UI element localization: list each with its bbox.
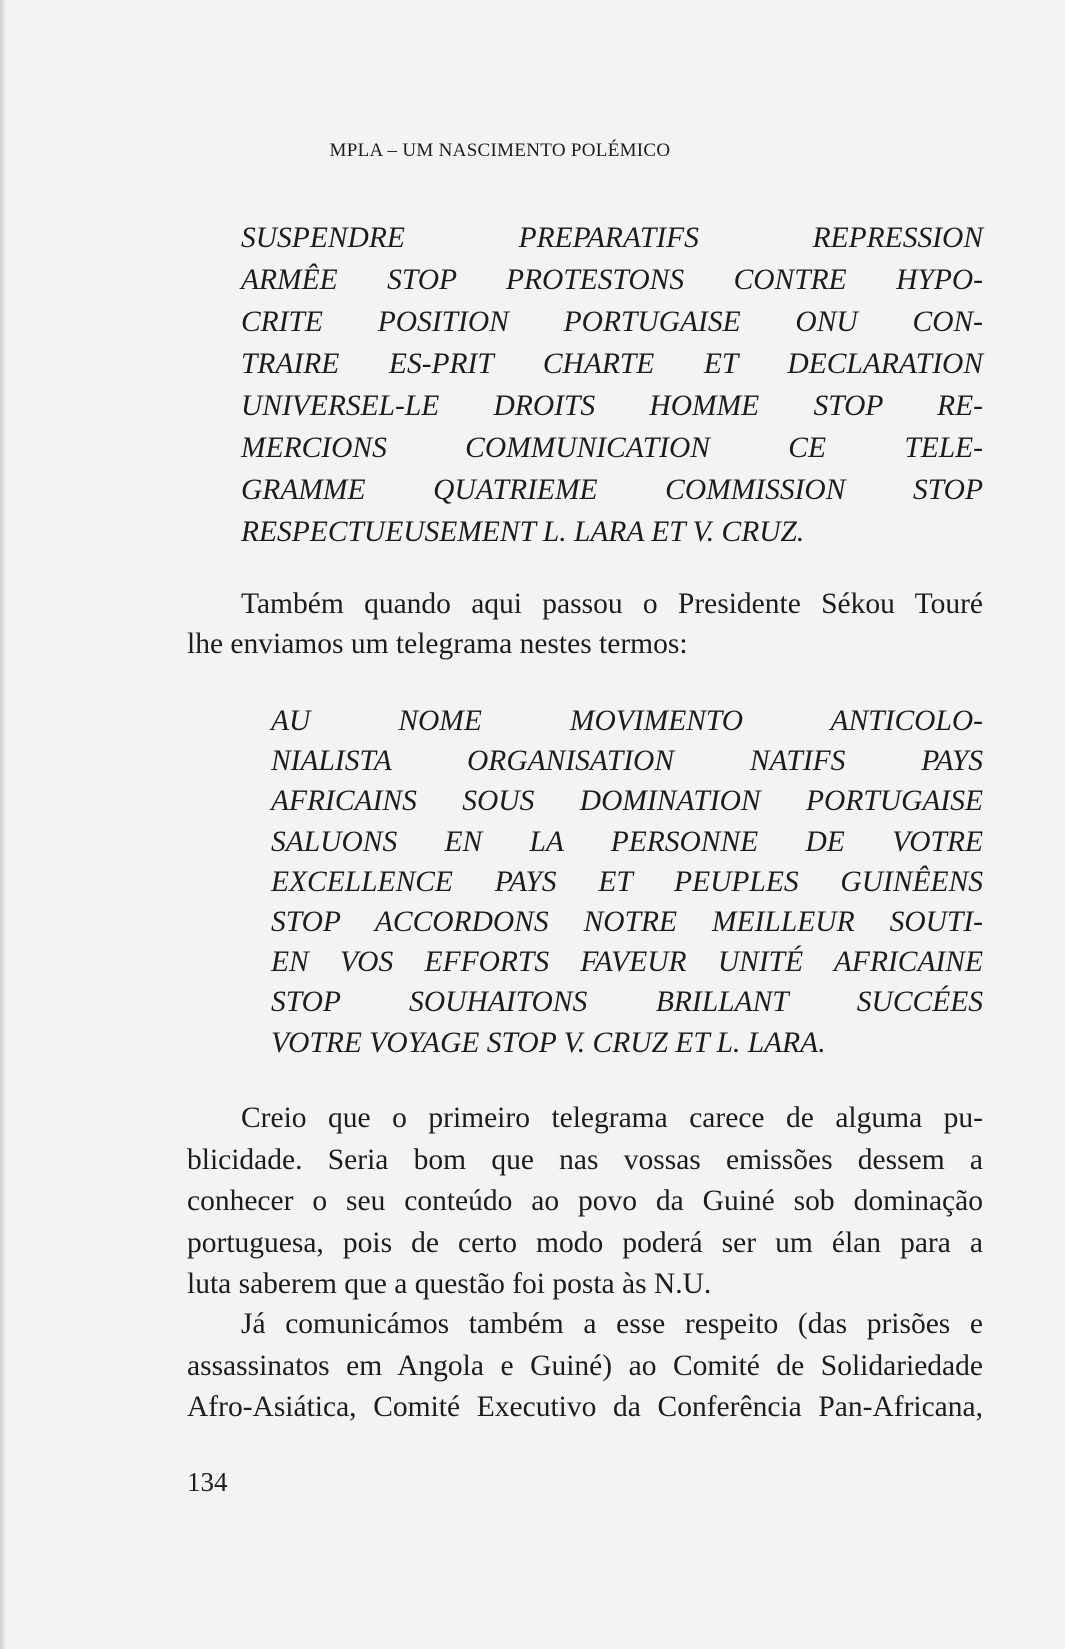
para2-line: portuguesa, pois de certo modo poderá ser um élan para a	[187, 1226, 983, 1259]
telegram2-line: VOTRE VOYAGE STOP V. CRUZ ET L. LARA.	[271, 1026, 826, 1059]
telegram1-line: MERCIONS COMMUNICATION CE TELE-	[241, 432, 983, 464]
telegram1-line: ARMÊE STOP PROTESTONS CONTRE HYPO-	[241, 264, 983, 296]
para2-line: luta saberem que a questão foi posta às N.U.	[187, 1268, 712, 1300]
telegram2-line: AFRICAINS SOUS DOMINATION PORTUGAISE	[271, 785, 983, 818]
telegram1-line: SUSPENDRE PREPARATIFS REPRESSION	[241, 222, 983, 254]
para3-line: assassinatos em Angola e Guiné) ao Comité de Solidariedade	[187, 1349, 983, 1382]
scan-edge	[0, 0, 6, 1649]
telegram2-line: NIALISTA ORGANISATION NATIFS PAYS	[271, 745, 983, 778]
telegram1-line: GRAMME QUATRIEME COMMISSION STOP	[241, 474, 983, 506]
telegram1-line: CRITE POSITION PORTUGAISE ONU CON-	[241, 306, 983, 338]
running-header: MPLA – UM NASCIMENTO POLÉMICO	[329, 140, 671, 161]
para1-line: lhe enviamos um telegrama nestes termos:	[187, 628, 688, 660]
telegram2-line: STOP ACCORDONS NOTRE MEILLEUR SOUTI-	[271, 906, 983, 938]
telegram2-line: SALUONS EN LA PERSONNE DE VOTRE	[271, 825, 983, 858]
telegram2-line: EXCELLENCE PAYS ET PEUPLES GUINÊENS	[271, 865, 983, 898]
para3-line: Afro-Asiática, Comité Executivo da Conferência Pan-Africana,	[187, 1391, 983, 1423]
telegram2-line: STOP SOUHAITONS BRILLANT SUCCÉES	[271, 986, 983, 1019]
telegram1-line: TRAIRE ES-PRIT CHARTE ET DECLARATION	[241, 348, 983, 380]
telegram1-line: RESPECTUEUSEMENT L. LARA ET V. CRUZ.	[241, 516, 805, 548]
para3-line: Já comunicámos também a esse respeito (das prisões e	[241, 1308, 983, 1340]
telegram1-line: UNIVERSEL-LE DROITS HOMME STOP RE-	[241, 390, 983, 422]
telegram2-line: AU NOME MOVIMENTO ANTICOLO-	[271, 705, 983, 737]
para2-line: Creio que o primeiro telegrama carece de alguma pu-	[241, 1102, 983, 1134]
para2-line: blicidade. Seria bom que nas vossas emissões dessem a	[187, 1143, 983, 1176]
para1-line: Também quando aqui passou o Presidente Sékou Touré	[241, 588, 983, 620]
para2-line: conhecer o seu conteúdo ao povo da Guiné sob dominação	[187, 1185, 983, 1217]
telegram2-line: EN VOS EFFORTS FAVEUR UNITÉ AFRICAINE	[271, 946, 983, 979]
page-number: 134	[187, 1467, 228, 1497]
